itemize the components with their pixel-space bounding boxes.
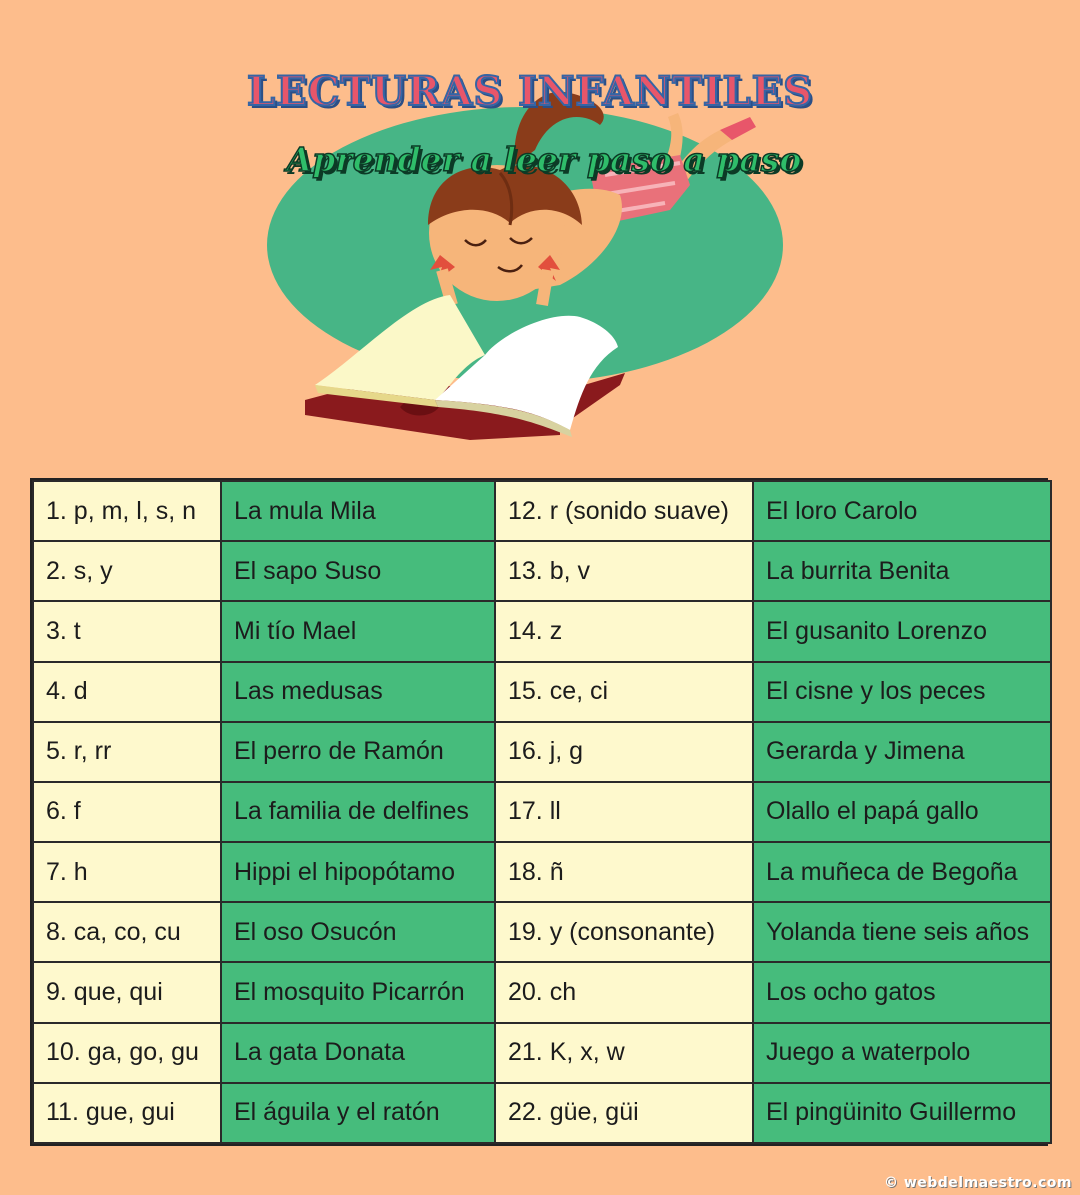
- letters-cell: 20. ch: [495, 962, 753, 1022]
- reading-title-cell[interactable]: La muñeca de Begoña: [753, 842, 1051, 902]
- reading-title-cell[interactable]: La burrita Benita: [753, 541, 1051, 601]
- letters-cell: 10. ga, go, gu: [33, 1023, 221, 1083]
- reading-title-cell[interactable]: Juego a waterpolo: [753, 1023, 1051, 1083]
- reading-title-cell[interactable]: El pingüinito Guillermo: [753, 1083, 1051, 1143]
- reading-title-cell[interactable]: El perro de Ramón: [221, 722, 495, 782]
- letters-cell: 4. d: [33, 662, 221, 722]
- letters-cell: 13. b, v: [495, 541, 753, 601]
- page-title: LECTURAS INFANTILES: [246, 68, 814, 115]
- copyright-notice: © webdelmaestro.com: [883, 1175, 1072, 1191]
- reading-title-cell[interactable]: Olallo el papá gallo: [753, 782, 1051, 842]
- letters-cell: 16. j, g: [495, 722, 753, 782]
- reading-title-cell[interactable]: El águila y el ratón: [221, 1083, 495, 1143]
- reading-title-cell[interactable]: El loro Carolo: [753, 481, 1051, 541]
- reading-title-cell[interactable]: El cisne y los peces: [753, 662, 1051, 722]
- table-row: [33, 662, 1051, 722]
- letters-cell: 6. f: [33, 782, 221, 842]
- letters-cell: 22. güe, güi: [495, 1083, 753, 1143]
- reading-title-cell[interactable]: Mi tío Mael: [221, 601, 495, 661]
- reading-title-cell[interactable]: La familia de delfines: [221, 782, 495, 842]
- table-row: [33, 722, 1051, 782]
- letters-cell: 7. h: [33, 842, 221, 902]
- table-row: [33, 1023, 1051, 1083]
- letters-cell: 11. gue, gui: [33, 1083, 221, 1143]
- letters-cell: 14. z: [495, 601, 753, 661]
- table-row: [33, 541, 1051, 601]
- page-subtitle: Aprender a leer paso a paso: [286, 140, 802, 179]
- letters-cell: 8. ca, co, cu: [33, 902, 221, 962]
- table-row: [33, 902, 1051, 962]
- letters-cell: 15. ce, ci: [495, 662, 753, 722]
- reading-title-cell[interactable]: Hippi el hipopótamo: [221, 842, 495, 902]
- readings-table-body: [33, 481, 1051, 1143]
- letters-cell: 5. r, rr: [33, 722, 221, 782]
- reading-title-cell[interactable]: Gerarda y Jimena: [753, 722, 1051, 782]
- letters-cell: 17. ll: [495, 782, 753, 842]
- reading-title-cell[interactable]: El oso Osucón: [221, 902, 495, 962]
- reading-title-cell[interactable]: La gata Donata: [221, 1023, 495, 1083]
- letters-cell: 19. y (consonante): [495, 902, 753, 962]
- reading-title-cell[interactable]: Yolanda tiene seis años: [753, 902, 1051, 962]
- letters-cell: 9. que, qui: [33, 962, 221, 1022]
- girl-reading-book-icon: [260, 55, 820, 455]
- letters-cell: 3. t: [33, 601, 221, 661]
- reading-title-cell[interactable]: El sapo Suso: [221, 541, 495, 601]
- letters-cell: 2. s, y: [33, 541, 221, 601]
- readings-table: [30, 478, 1048, 1146]
- table-row: [33, 962, 1051, 1022]
- table-row: [33, 601, 1051, 661]
- reading-title-cell[interactable]: El gusanito Lorenzo: [753, 601, 1051, 661]
- letters-cell: 1. p, m, l, s, n: [33, 481, 221, 541]
- letters-cell: 12. r (sonido suave): [495, 481, 753, 541]
- reading-title-cell[interactable]: La mula Mila: [221, 481, 495, 541]
- table-row: [33, 782, 1051, 842]
- table-row: [33, 1083, 1051, 1143]
- reading-title-cell[interactable]: Las medusas: [221, 662, 495, 722]
- reading-title-cell[interactable]: Los ocho gatos: [753, 962, 1051, 1022]
- letters-cell: 18. ñ: [495, 842, 753, 902]
- table-row: [33, 481, 1051, 541]
- reading-title-cell[interactable]: El mosquito Picarrón: [221, 962, 495, 1022]
- table-row: [33, 842, 1051, 902]
- letters-cell: 21. K, x, w: [495, 1023, 753, 1083]
